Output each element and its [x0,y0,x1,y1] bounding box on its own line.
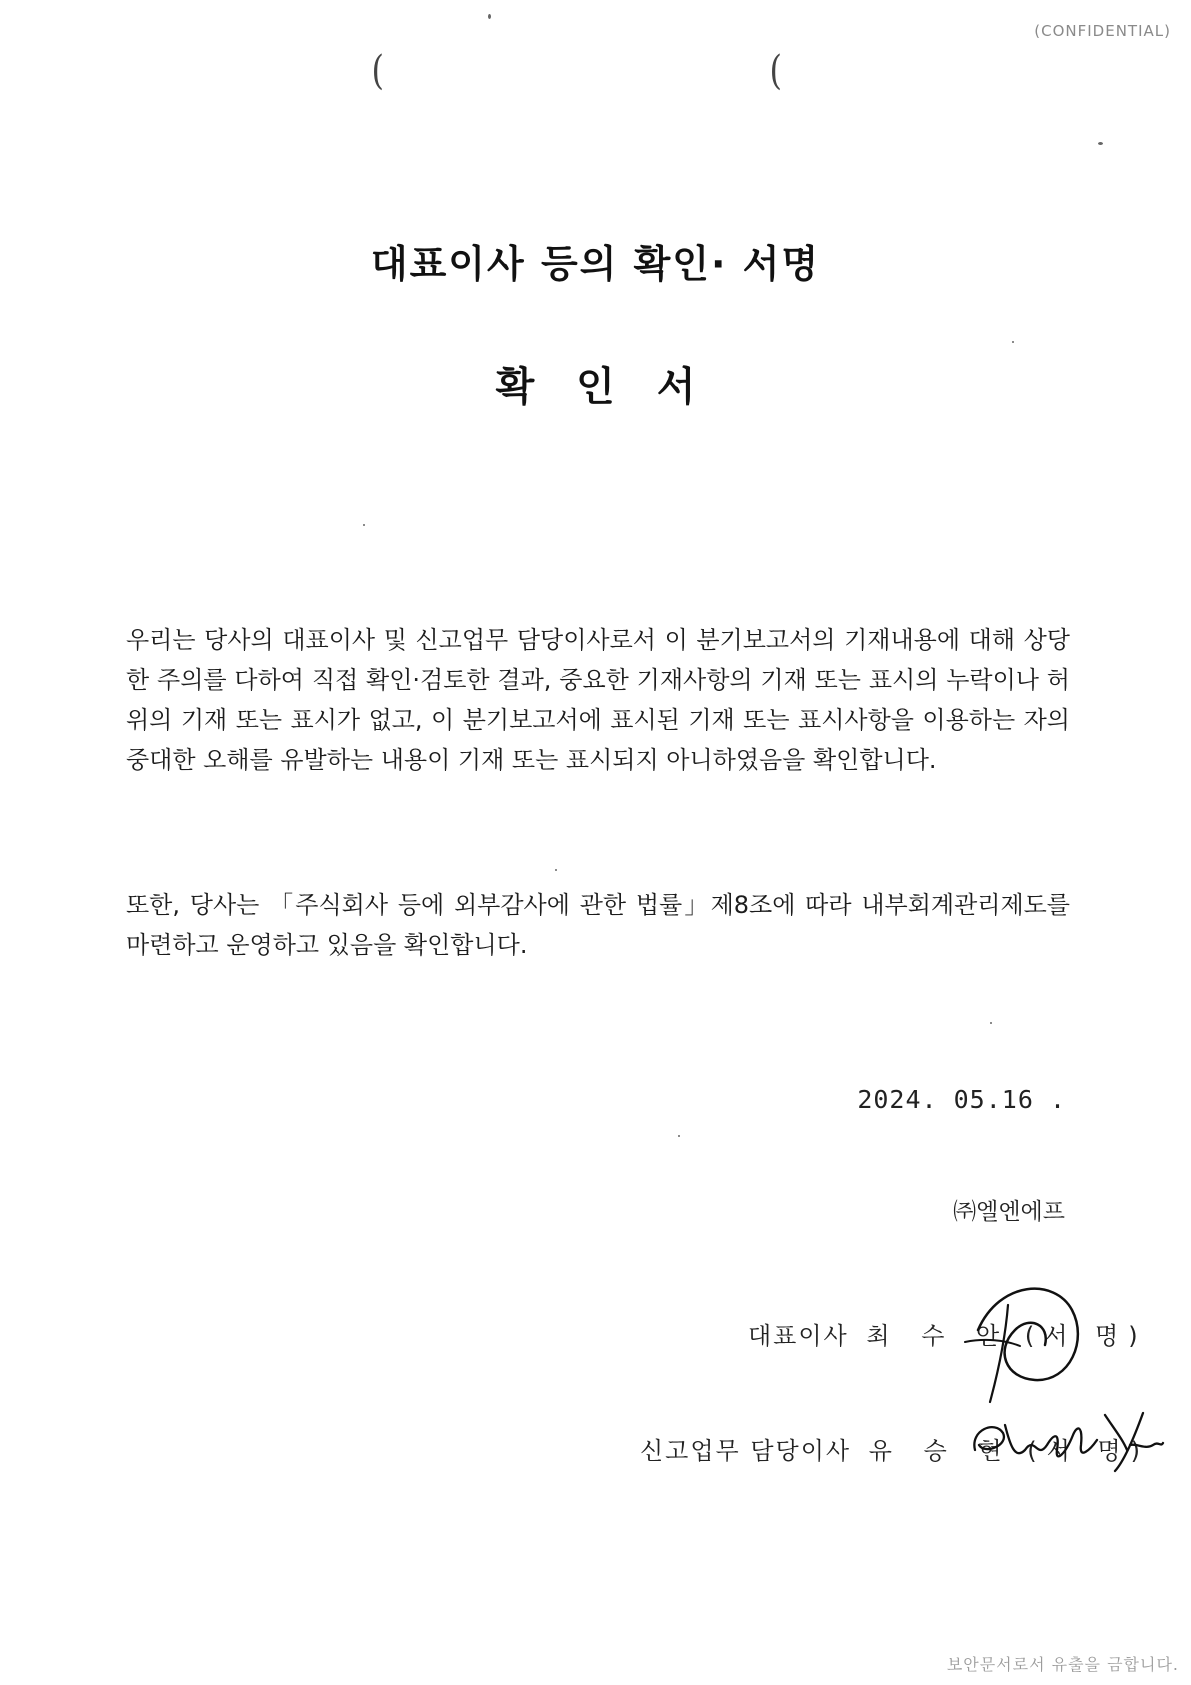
punch-mark-right: ( [769,48,783,94]
confirmation-paragraph: 우리는 당사의 대표이사 및 신고업무 담당이사로서 이 분기보고서의 기재내용에 대해 상당한 주의를 다하여 직접 확인·검토한 결과, 중요한 기재사항의 기재 또는 표시의 누락이나 허위의 기재 또는 표시가 없고, 이 분기보고서에 표시된 기재 또는 표시사항을 이용하는 자의 중대한 오해를 유발하는 내용이 기재 또는 표시되지 아니하였음을 확인합니다. [126,626,1070,774]
ceo-seal-label: (서 명) [1024,1322,1148,1350]
confidential-stamp: (CONFIDENTIAL) [1034,22,1171,40]
document-subtitle: 확 인 서 [495,364,710,410]
internal-control-paragraph: 또한, 당사는 「주식회사 등에 외부감사에 관한 법률」제8조에 따라 내부회계관리제도를 마련하고 운영하고 있음을 확인합니다. [126,891,1070,959]
scan-speck [363,524,365,526]
scan-speck [678,1135,680,1137]
scan-speck [488,14,491,19]
scan-speck [555,869,557,871]
scan-speck [1098,142,1103,145]
officer-name: 유 승 현 [868,1437,1014,1465]
scan-speck [1012,341,1014,343]
document-date: 2024. 05.16 . [857,1085,1066,1114]
company-name: ㈜엘엔에프 [953,1199,1065,1225]
security-footer-note: 보안문서로서 유출을 금합니다. [946,1655,1179,1674]
ceo-role: 대표이사 [748,1322,849,1350]
officer-handwritten-signature [965,1405,1165,1475]
ceo-name: 최 수 안 [866,1322,1012,1350]
punch-mark-left: ( [371,48,385,94]
document-title: 대표이사 등의 확인· 서명 [370,242,821,286]
ceo-handwritten-signature [960,1270,1090,1410]
officer-role: 신고업무 담당이사 [640,1437,852,1465]
officer-seal-label: (서 명) [1027,1437,1150,1465]
scan-speck [990,1022,992,1024]
